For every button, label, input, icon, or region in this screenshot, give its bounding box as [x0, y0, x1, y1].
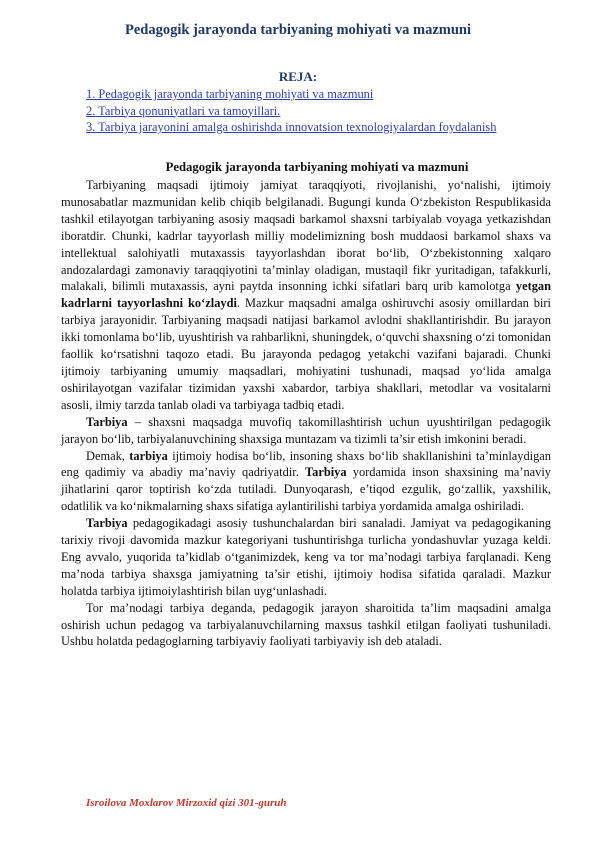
text-run: yordamida inson shaxsining ma’naviy jihatlarini qaror toptirish ko‘zda tutiladi. Dunyoqarash, e’tiqod ezgulik, go‘zallik, yaxshilik, odatlilik va ko‘nikmalarning shaxs sifatiga aylantirilishi tarbiya yordamida amalga oshiriladi.	[61, 465, 552, 514]
text-run: – shaxsni maqsadga muvofiq takomillashtirish uchun uyushtirilgan pedagogik jarayon bo‘lib, tarbiyalanuvchining shaxsiga muntazam va tizimli ta’sir etish imkonini beradi.	[61, 414, 551, 446]
plan-link-3[interactable]: 3. Tarbiya jarayonini amalga oshirishda innovatsion texnologiyalardan foydalanish	[86, 120, 497, 134]
bold-phrase: yetgan kadrlarni tayyorlashni ko‘zlaydi	[61, 279, 551, 311]
text-run: pedagogikadagi asosiy tushunchalardan biri sanaladi. Jamiyat va pedagogikaning tarixiy rivoji davomida mazkur kategoriyani tushuntirishga turlicha yondashuvlar yuzaga keldi. Eng avvalo, yuqorida ta’kidlab o‘tganimizdek, keng va tor ma’nodagi tarbiya farqlanadi. Keng ma’noda tarbiya shaxsga jamiyatning ta’sir etishi, ijtimoiy hodisa sifatida qaraladi. Mazkur holatda tarbiya ijtimoiylashtirish bilan uyg‘unlashadi.	[61, 516, 551, 598]
plan-link-1[interactable]: 1. Pedagogik jarayonda tarbiyaning mohiyati va mazmuni	[86, 87, 374, 101]
text-run: Tor ma’nodagi tarbiya deganda, pedagogik jarayon sharoitida ta’lim maqsadini amalga oshirish uchun pedagog va tarbiyalanuvchilarning maxsus tashkil etilgan faoliyati tushuniladi. Ushbu holatda pedagoglarning tarbiyaviy faoliyati tarbiyaviy ish deb ataladi.	[61, 600, 551, 649]
plan-link-2[interactable]: 2. Tarbiya qonuniyatlari va tamoyillari.	[86, 103, 281, 118]
bold-term: Tarbiya	[305, 465, 347, 480]
bold-term: Tarbiya	[86, 516, 128, 531]
text-run: . Mazkur maqsadni amalga oshiruvchi asosiy omillardan biri tarbiya jarayonidir. Tarbiyaning maqsadi natijasi barkamol avlodni shakllantirishdir. Bu jarayon ikki tomonlama bo‘lib, uyushtirish va rahbarlikni, shuningdek, o‘quvchi shaxsning o‘zi tomonidan faollik ko‘rsatishni taqozo etadi. Bu jarayonda pedagog yetakchi vazifani bajaradi. Chunki ijtimoiy tarbiyaning umumiy maqsadlari, mohiyatini tushunadi, maqsad yo‘lida amalga oshirilayotgan vazifalar tizimidan yaxshi xabardor, tarbiya shakllari, metodlar va vositalarni asosli, ilmiy tarzda tanlab oladi va tarbiyaga tadbiq etadi.	[61, 296, 551, 412]
paragraph	[61, 600, 551, 651]
bold-term: tarbiya	[129, 448, 168, 463]
paragraph	[61, 177, 551, 414]
text-run: Tarbiyaning maqsadi ijtimoiy jamiyat taraqqiyoti, rivojlanishi, yo‘nalishi, ijtimoiy munosabatlar mazmunidan kelib chiqib belgilanadi. Bugungi kunda O‘zbekiston Respublikasida tashkil etilayotgan tarbiyaning asosiy maqsadi barkamol shaxsni tarbiyalab voyaga yetkazishdan iboratdir. Chunki, kadrlar tayyorlash milliy modelimizning bosh muddaosi barkamol shaxs va intellektual salohiyatli mutaxassis tayyorlashdan iborat bo‘lib, O‘zbekistonning xalqaro andozalardagi zamonaviy taraqqiyotini ta’minlay oladigan, mustaqil fikr yuritadigan, tafakkurli, malakali, bilimli mutaxassis, ayni paytda insonning ichki sifatlari barq urib kamolotga	[61, 178, 551, 294]
text-run: Demak,	[86, 448, 130, 463]
plan-list	[86, 86, 566, 136]
document-title: Pedagogik jarayonda tarbiyaning mohiyati va mazmuni	[124, 22, 471, 38]
paragraph	[61, 414, 551, 448]
bold-term: Tarbiya	[86, 414, 128, 429]
paragraph	[61, 515, 551, 600]
page-footer: Isroilova Moxlarov Mirzoxid qizi 301-guruh	[86, 797, 287, 809]
plan-heading: REJA:	[278, 69, 318, 84]
section-title: Pedagogik jarayonda tarbiyaning mohiyati va mazmuni	[165, 160, 469, 174]
text-run: ijtimoiy hodisa bo‘lib, insoning shaxs bo‘lib shakllanishini ta’minlaydigan eng qadimiy va abadiy ma’naviy qadriyatdir.	[61, 448, 551, 480]
body-text	[61, 177, 551, 650]
paragraph	[61, 448, 551, 516]
